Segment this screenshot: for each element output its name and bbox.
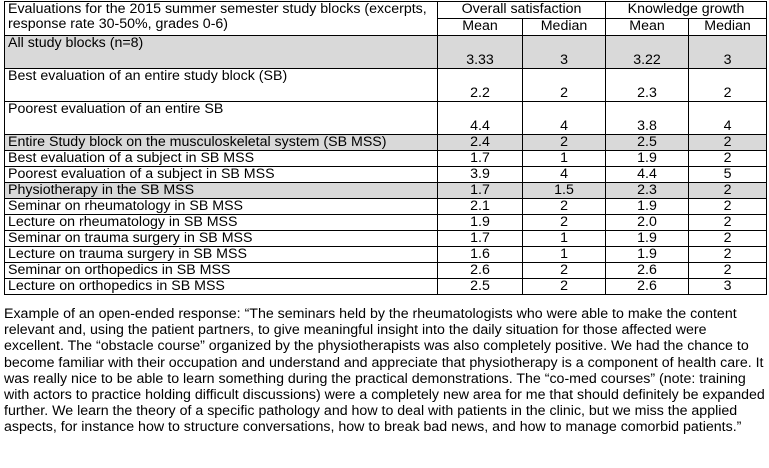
cell-knowledge-mean: 2.5 [606, 135, 689, 151]
cell-satisfaction-median: 1 [523, 247, 606, 263]
header-knowledge-growth: Knowledge growth [606, 2, 767, 19]
cell-satisfaction-mean: 1.7 [438, 231, 523, 247]
row-label: Poorest evaluation of an entire SB [5, 102, 438, 135]
cell-knowledge-median: 2 [689, 231, 767, 247]
cell-satisfaction-mean: 2.2 [438, 69, 523, 102]
subheader-knowledge-mean: Mean [606, 19, 689, 36]
cell-knowledge-median: 2 [689, 135, 767, 151]
row-label: Poorest evaluation of a subject in SB MSS [5, 167, 438, 183]
table-caption: Evaluations for the 2015 summer semester study blocks (excerpts, response rate 30-50%, grades 0-6) [5, 2, 438, 36]
table-row [5, 69, 767, 102]
header-overall-satisfaction: Overall satisfaction [438, 2, 606, 19]
row-label: Seminar on orthopedics in SB MSS [5, 263, 438, 279]
table-row [5, 102, 767, 135]
row-label: Seminar on trauma surgery in SB MSS [5, 231, 438, 247]
table-row [5, 215, 767, 231]
cell-knowledge-mean: 1.9 [606, 199, 689, 215]
cell-satisfaction-median: 2 [523, 199, 606, 215]
cell-satisfaction-median: 2 [523, 279, 606, 295]
open-ended-response-text: Example of an open-ended response: “The seminars held by the rheumatologists who were able to make the content relevant and, using the patient partners, to give meaningful insight into the daily situation for those affected were excellent. The “obstacle course” organized by the physiotherapists was also completely positive. We had the chance to become familiar with their occupation and understand and appreciate that physiotherapy is a component of health care. It was really nice to be able to learn something during the practical demonstrations. The “co-med courses” (note: training with actors to practice holding difficult discussions) were a completely new area for me that should definitely be expanded further. We learn the theory of a specific pathology and how to deal with patients in the clinic, but we miss the applied aspects, for instance how to structure conversations, how to break bad news, and how to manage comorbid patients.” [4, 306, 765, 436]
cell-knowledge-median: 2 [689, 183, 767, 199]
cell-knowledge-median: 2 [689, 199, 767, 215]
cell-satisfaction-median: 1.5 [523, 183, 606, 199]
cell-knowledge-median: 4 [689, 102, 767, 135]
row-label: Best evaluation of an entire study block (SB) [5, 69, 438, 102]
cell-knowledge-mean: 1.9 [606, 151, 689, 167]
cell-satisfaction-median: 2 [523, 135, 606, 151]
cell-satisfaction-median: 1 [523, 151, 606, 167]
table-row [5, 36, 767, 69]
cell-satisfaction-median: 2 [523, 263, 606, 279]
cell-knowledge-median: 2 [689, 69, 767, 102]
cell-satisfaction-median: 1 [523, 231, 606, 247]
cell-satisfaction-mean: 1.7 [438, 183, 523, 199]
cell-knowledge-mean: 1.9 [606, 231, 689, 247]
row-label: Physiotherapy in the SB MSS [5, 183, 438, 199]
cell-satisfaction-mean: 2.4 [438, 135, 523, 151]
subheader-satisfaction-mean: Mean [438, 19, 523, 36]
row-label: Lecture on trauma surgery in SB MSS [5, 247, 438, 263]
cell-satisfaction-mean: 1.9 [438, 215, 523, 231]
cell-satisfaction-mean: 1.7 [438, 151, 523, 167]
cell-knowledge-median: 2 [689, 247, 767, 263]
cell-satisfaction-mean: 4.4 [438, 102, 523, 135]
cell-knowledge-mean: 2.6 [606, 279, 689, 295]
table-row [5, 167, 767, 183]
row-label: All study blocks (n=8) [5, 36, 438, 69]
cell-satisfaction-median: 3 [523, 36, 606, 69]
cell-satisfaction-mean: 2.1 [438, 199, 523, 215]
cell-knowledge-mean: 2.6 [606, 263, 689, 279]
cell-knowledge-median: 3 [689, 36, 767, 69]
cell-knowledge-mean: 4.4 [606, 167, 689, 183]
cell-knowledge-median: 2 [689, 263, 767, 279]
cell-satisfaction-median: 4 [523, 102, 606, 135]
cell-satisfaction-mean: 3.33 [438, 36, 523, 69]
cell-knowledge-median: 2 [689, 151, 767, 167]
cell-knowledge-mean: 2.3 [606, 69, 689, 102]
row-label: Lecture on orthopedics in SB MSS [5, 279, 438, 295]
table-row [5, 247, 767, 263]
cell-knowledge-median: 2 [689, 215, 767, 231]
subheader-satisfaction-median: Median [523, 19, 606, 36]
table-row [5, 231, 767, 247]
table-row [5, 135, 767, 151]
cell-knowledge-median: 3 [689, 279, 767, 295]
evaluation-table [4, 1, 767, 295]
cell-satisfaction-mean: 3.9 [438, 167, 523, 183]
cell-satisfaction-median: 4 [523, 167, 606, 183]
table-row [5, 183, 767, 199]
table-row [5, 263, 767, 279]
table-row [5, 279, 767, 295]
cell-satisfaction-median: 2 [523, 69, 606, 102]
cell-satisfaction-mean: 2.6 [438, 263, 523, 279]
cell-knowledge-median: 5 [689, 167, 767, 183]
cell-satisfaction-mean: 1.6 [438, 247, 523, 263]
row-label: Seminar on rheumatology in SB MSS [5, 199, 438, 215]
row-label: Lecture on rheumatology in SB MSS [5, 215, 438, 231]
cell-knowledge-mean: 2.3 [606, 183, 689, 199]
cell-knowledge-mean: 3.8 [606, 102, 689, 135]
subheader-knowledge-median: Median [689, 19, 767, 36]
table-row [5, 199, 767, 215]
cell-knowledge-mean: 2.0 [606, 215, 689, 231]
table-row [5, 151, 767, 167]
row-label: Entire Study block on the musculoskeletal system (SB MSS) [5, 135, 438, 151]
cell-knowledge-mean: 3.22 [606, 36, 689, 69]
cell-knowledge-mean: 1.9 [606, 247, 689, 263]
cell-satisfaction-mean: 2.5 [438, 279, 523, 295]
cell-satisfaction-median: 2 [523, 215, 606, 231]
row-label: Best evaluation of a subject in SB MSS [5, 151, 438, 167]
